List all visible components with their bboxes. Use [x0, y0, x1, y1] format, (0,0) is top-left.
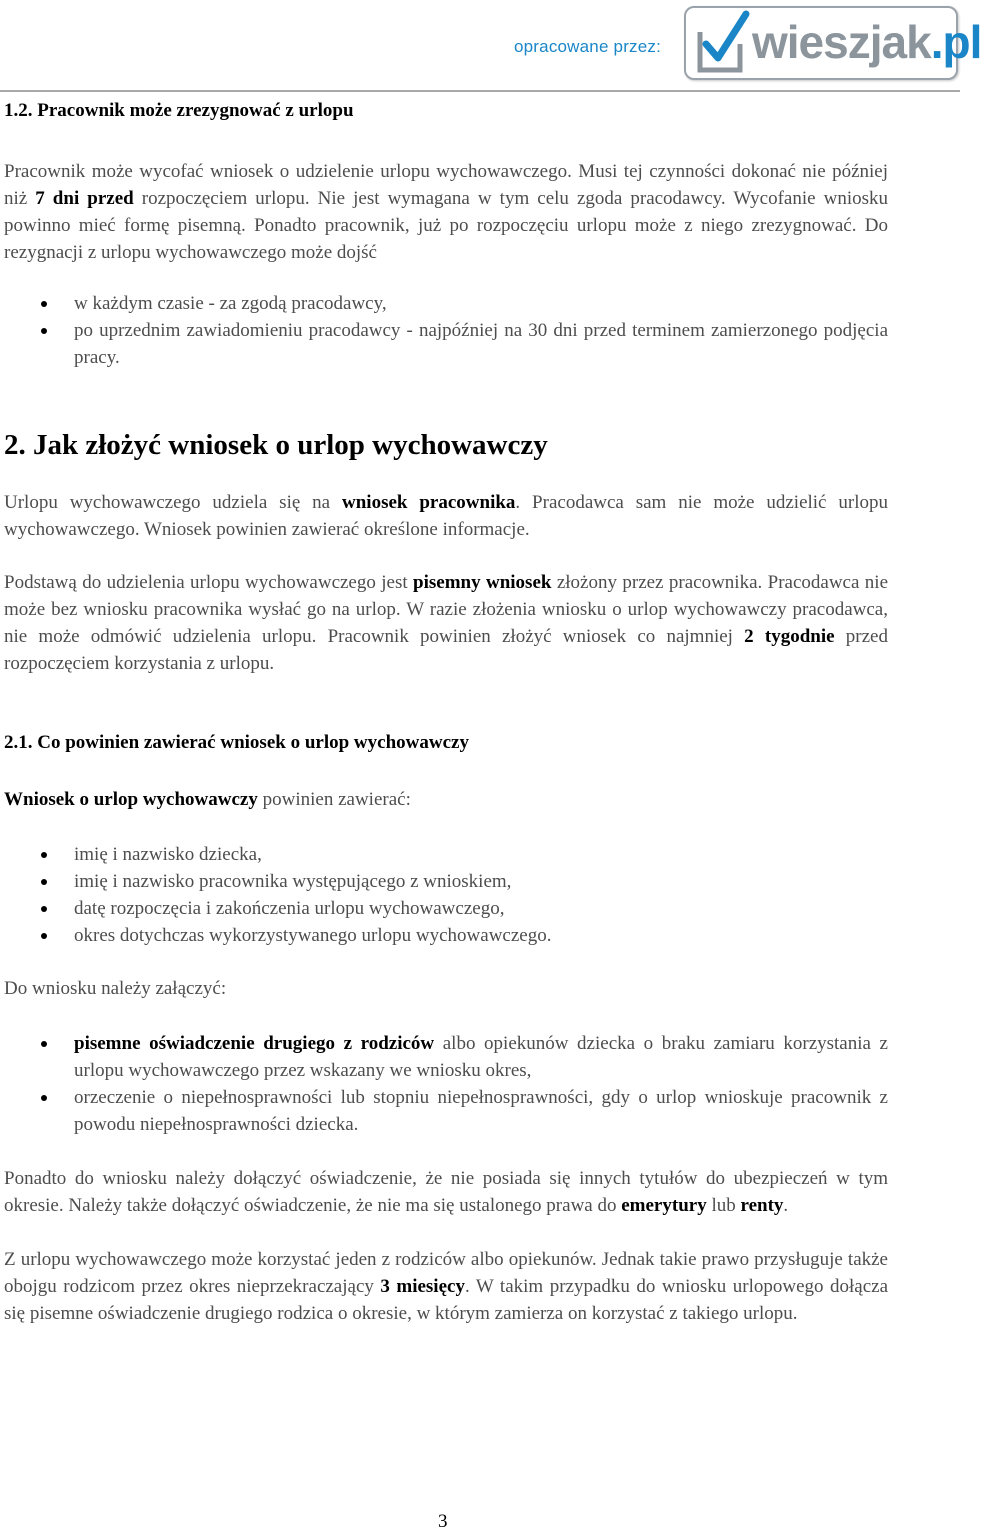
- list-item: [4, 1030, 888, 1084]
- section-2-1-title: 2.1. Co powinien zawierać wniosek o urlop wychowawczy: [4, 732, 469, 753]
- bold-text: 3 miesięcy: [380, 1276, 465, 1297]
- text: powinien zawierać:: [257, 789, 411, 810]
- text: złożony przez pracownika. Pracodawca nie może bez wniosku pracownika wysłać go na urlop. W razie złożenia wniosku o urlop wychowawczy pracodawca, nie może odmówić udzielenia urlopu. Pracownik powinien złożyć wniosek co najmniej: [4, 572, 889, 647]
- logo-suffix: .pl: [930, 16, 981, 68]
- page-number: 3: [438, 1511, 448, 1532]
- paragraph: [4, 1246, 888, 1327]
- bold-text: renty: [740, 1195, 784, 1216]
- bold-text: pisemne oświadczenie drugiego z rodziców: [74, 1033, 435, 1054]
- list-item: imię i nazwisko dziecka,: [4, 841, 888, 868]
- list-item: datę rozpoczęcia i zakończenia urlopu wychowawczego,: [4, 895, 888, 922]
- list-item: po uprzednim zawiadomieniu pracodawcy - najpóźniej na 30 dni przed terminem zamierzonego podjęcia pracy.: [4, 317, 888, 371]
- bold-text: pisemny wniosek: [413, 572, 552, 593]
- text: .: [783, 1195, 789, 1216]
- wieszjak-logo[interactable]: [684, 6, 981, 80]
- list-item: w każdym czasie - za zgodą pracodawcy,: [4, 290, 888, 317]
- section-2-1-body: [4, 786, 888, 1327]
- text: . Pracodawca sam nie może udzielić urlopu wychowawczego. Wniosek powinien zawierać określone informacje.: [4, 492, 888, 540]
- section-2-title: 2. Jak złożyć wniosek o urlop wychowawczy: [4, 429, 548, 461]
- paragraph: [4, 786, 888, 813]
- bold-text: 2 tygodnie: [744, 626, 835, 647]
- logo-wordmark: [752, 16, 981, 68]
- checkmark-icon: [694, 10, 752, 74]
- paragraph: [4, 158, 888, 266]
- byline: opracowane przez:: [514, 37, 662, 56]
- list-item: okres dotychczas wykorzystywanego urlopu wychowawczego.: [4, 922, 888, 949]
- logo-text: wieszjak: [752, 16, 931, 68]
- text: Pracownik może wycofać wniosek o udzielenie urlopu wychowawczego. Musi tej czynności dokonać nie później niż: [4, 161, 888, 209]
- text: przed rozpoczęciem korzystania z urlopu.: [4, 626, 888, 674]
- section-2-body: [4, 489, 888, 677]
- text: orzeczenie o niepełnosprawności lub stopniu niepełnosprawności, gdy o urlop wnioskuje pracownik z powodu niepełnosprawności dziecka.: [74, 1087, 888, 1135]
- list-item: [4, 1084, 888, 1138]
- text: . W takim przypadku do wniosku urlopowego dołącza się pisemne oświadczenie drugiego rodzica o okresie, w którym zamierza on korzystać z takiego urlopu.: [4, 1276, 889, 1324]
- text: lub: [706, 1195, 741, 1216]
- bold-text: Wniosek o urlop wychowawczy: [4, 789, 258, 810]
- paragraph: [4, 569, 888, 677]
- header-rule: [0, 90, 960, 92]
- bold-text: wniosek pracownika: [342, 492, 516, 513]
- paragraph: [4, 1165, 888, 1219]
- bold-text: 7 dni przed: [35, 188, 134, 209]
- bold-text: emerytury: [621, 1195, 707, 1216]
- page-header: [0, 0, 981, 92]
- text: Z urlopu wychowawczego może korzystać jeden z rodziców albo opiekunów. Jednak takie prawo przysługuje także obojgu rodzicom przez okres nieprzekraczający: [4, 1249, 888, 1297]
- text: rozpoczęciem urlopu. Nie jest wymagana w tym celu zgoda pracodawcy. Wycofanie wniosku powinno mieć formę pisemną. Ponadto pracownik, już po rozpoczęciu urlopu może z niego zrezygnować. Do rezygnacji z urlopu wychowawczego może dojść: [4, 188, 888, 263]
- text: Ponadto do wniosku należy dołączyć oświadczenie, że nie posiada się innych tytułów do ubezpieczeń w tym okresie. Należy także dołączyć oświadczenie, że nie ma się ustalonego prawa do: [4, 1168, 888, 1216]
- list-item: imię i nazwisko pracownika występującego z wnioskiem,: [4, 868, 888, 895]
- section-1-2-body: [4, 158, 888, 371]
- paragraph: [4, 489, 888, 543]
- text: albo opiekunów dziecka o braku zamiaru korzystania z urlopu wychowawczego przez wskazany we wniosku okres,: [74, 1033, 888, 1081]
- bullet-list: [4, 1030, 888, 1138]
- bullet-list: [4, 841, 888, 949]
- text: Podstawą do udzielenia urlopu wychowawczego jest: [4, 572, 414, 593]
- section-1-2-title: 1.2. Pracownik może zrezygnować z urlopu: [4, 100, 354, 121]
- paragraph: Do wniosku należy załączyć:: [4, 978, 227, 999]
- text: Urlopu wychowawczego udziela się na: [4, 492, 342, 513]
- bullet-list: [4, 290, 888, 371]
